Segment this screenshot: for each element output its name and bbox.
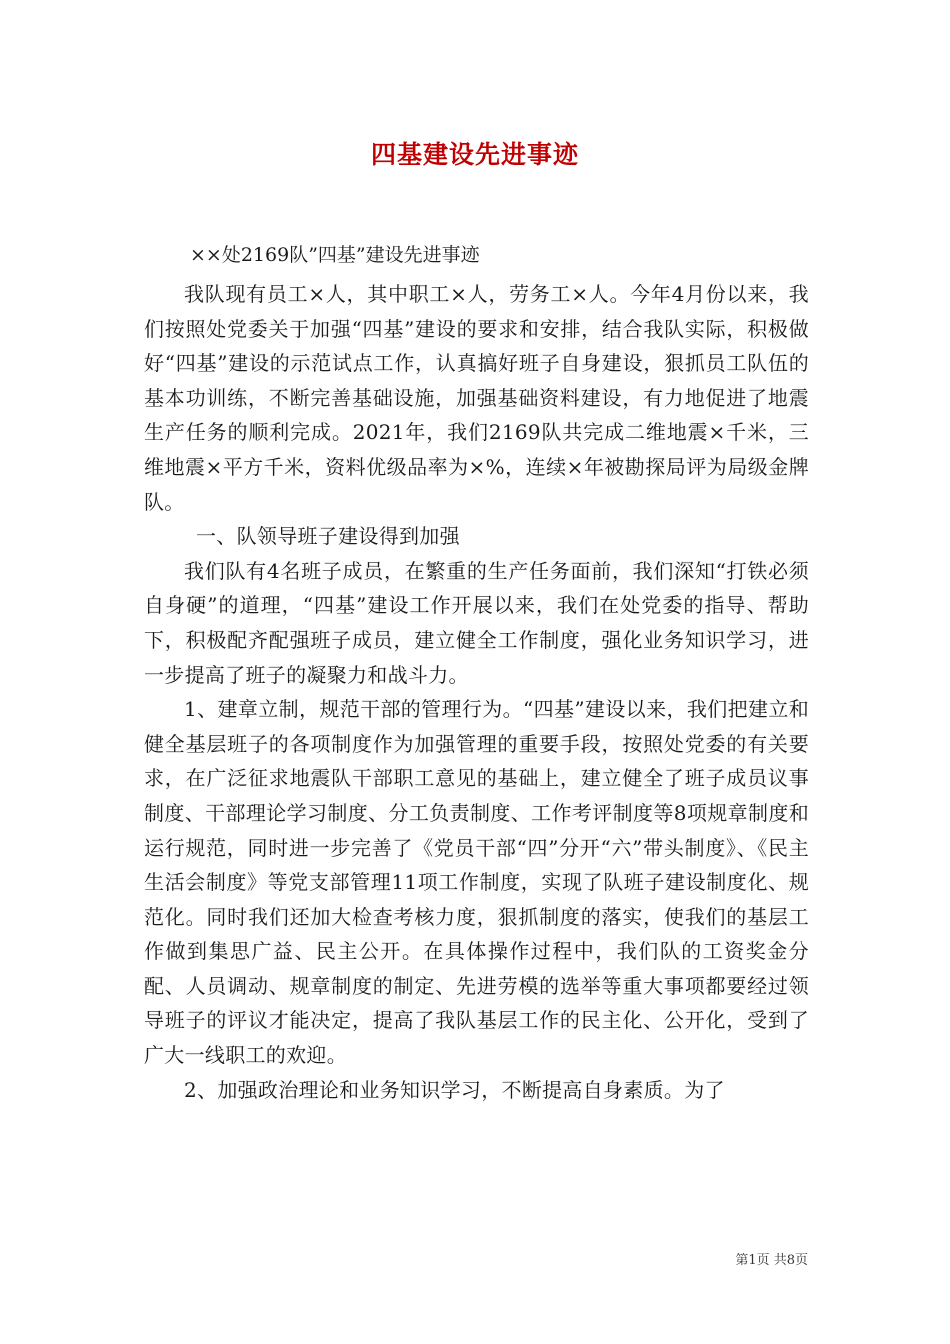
paragraph-item-one: 1、建章立制，规范干部的管理行为。“四基”建设以来，我们把建立和健全基层班子的各项制度作为加强管理的重要手段，按照处党委的有关要求，在广泛征求地震队干部职工意见的基础上，建立健全了班子成员议事制度、干部理论学习制度、分工负责制度、工作考评制度等8项规章制度和运行规范，同时进一步完善了《党员干部“四”分开“六”带头制度》、《民主生活会制度》等党支部管理11项工作制度，实现了队班子建设制度化、规范化。同时我们还加大检查考核力度，狠抓制度的落实，使我们的基层工作做到集思广益、民主公开。在具体操作过程中，我们队的工资奖金分配、人员调动、规章制度的制定、先进劳模的选举等重大事项都要经过领导班子的评议才能决定，提高了我队基层工作的民主化、公开化，受到了广大一线职工的欢迎。 [144, 697, 809, 1068]
section-heading: 一、队领导班子建设得到加强 [196, 524, 460, 549]
paragraph-section-one: 我们队有4名班子成员，在繁重的生产任务面前，我们深知“打铁必须自身硬”的道理，“四基”建设工作开展以来，我们在处党委的指导、帮助下，积极配齐配强班子成员，建立健全工作制度，强化业务知识学习，进一步提高了班子的凝聚力和战斗力。 [144, 558, 809, 687]
page-number-footer: 第1页 共8页 [735, 1253, 808, 1268]
paragraph-item-two: 2、加强政治理论和业务知识学习，不断提高自身素质。为了 [184, 1077, 725, 1102]
document-subtitle: ××处2169队”四基”建设先进事迹 [190, 244, 480, 266]
paragraph-intro: 我队现有员工×人，其中职工×人，劳务工×人。今年4月份以来，我们按照处党委关于加强“四基”建设的要求和安排，结合我队实际，积极做好“四基”建设的示范试点工作，认真搞好班子自身建设，狠抓员工队伍的基本功训练，不断完善基础设施，加强基础资料建设，有力地促进了地震生产任务的顺利完成。2021年，我们2169队共完成二维地震×千米，三维地震×平方千米，资料优级品率为×%，连续×年被勘探局评为局级金牌队。 [144, 282, 809, 514]
document-title: 四基建设先进事迹 [370, 140, 579, 169]
document-body [144, 277, 809, 1107]
